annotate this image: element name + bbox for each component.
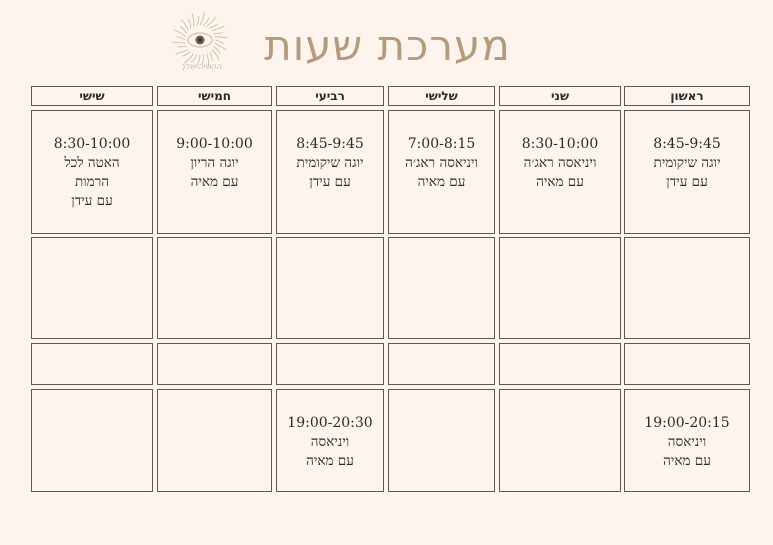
class-name: יוגה הריון <box>190 155 239 171</box>
empty-slot <box>388 237 495 339</box>
empty-slot <box>624 237 750 339</box>
page-title: מערכת שעות <box>264 21 511 70</box>
empty-slot <box>157 389 272 492</box>
class-time: 8:45-9:45 <box>653 136 721 152</box>
class-instructor: עם מאיה <box>536 174 584 190</box>
class-name: האטה לכל <box>64 155 120 171</box>
logo-text: ההווייה שלך <box>180 62 222 71</box>
class-instructor: עם מאיה <box>190 174 239 190</box>
class-time: 19:00-20:30 <box>287 415 373 431</box>
day-header: רביעי <box>276 86 384 106</box>
class-name: יוגה שיקומית <box>653 155 721 171</box>
class-instructor: עם מאיה <box>417 174 466 190</box>
class-instructor: עם מאיה <box>663 453 711 469</box>
class-slot <box>499 110 621 234</box>
class-time: 8:45-9:45 <box>296 136 364 152</box>
class-slot <box>31 110 153 234</box>
class-slot <box>624 389 750 492</box>
empty-slot <box>499 343 621 385</box>
day-header: חמישי <box>157 86 272 106</box>
class-time: 8:30-10:00 <box>521 136 599 152</box>
empty-slot <box>157 237 272 339</box>
class-instructor: עם עידן <box>71 193 113 209</box>
class-instructor: עם עידן <box>666 174 708 190</box>
class-name: ויניאסה <box>667 434 707 450</box>
class-name: ויניאסה ראג׳ה <box>523 155 597 171</box>
class-slot <box>276 389 384 492</box>
day-header: שישי <box>31 86 153 106</box>
empty-slot <box>157 343 272 385</box>
class-time: 19:00-20:15 <box>644 415 730 431</box>
day-header: ראשון <box>624 86 750 106</box>
class-name: ויניאסה <box>310 434 350 450</box>
class-slot <box>276 110 384 234</box>
class-name: הרמות <box>74 174 110 190</box>
class-name: ויניאסה ראג׳ה <box>405 155 478 171</box>
class-instructor: עם מאיה <box>306 453 354 469</box>
empty-slot <box>31 237 153 339</box>
class-slot <box>624 110 750 234</box>
class-name: יוגה שיקומית <box>296 155 364 171</box>
empty-slot <box>276 237 384 339</box>
empty-slot <box>499 389 621 492</box>
class-time: 8:30-10:00 <box>53 136 131 152</box>
empty-slot <box>499 237 621 339</box>
class-time: 7:00-8:15 <box>407 136 476 152</box>
class-slot <box>157 110 272 234</box>
empty-slot <box>388 389 495 492</box>
empty-slot <box>388 343 495 385</box>
empty-slot <box>31 389 153 492</box>
day-header: שלישי <box>388 86 495 106</box>
empty-slot <box>624 343 750 385</box>
empty-slot <box>276 343 384 385</box>
class-slot <box>388 110 495 234</box>
class-instructor: עם עידן <box>309 174 351 190</box>
class-time: 9:00-10:00 <box>176 136 253 152</box>
empty-slot <box>31 343 153 385</box>
day-header: שני <box>499 86 621 106</box>
